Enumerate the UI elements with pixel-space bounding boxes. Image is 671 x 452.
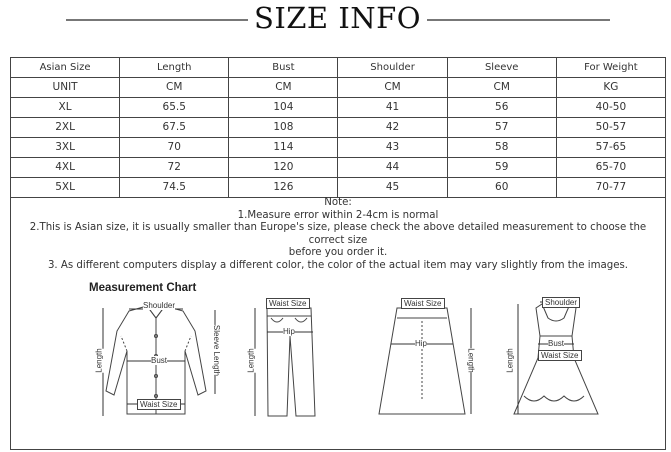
notes-panel — [10, 196, 666, 450]
table-cell: 120 — [229, 158, 338, 178]
table-cell: 104 — [229, 98, 338, 118]
note-line-3: 3. As different computers display a different color, the color of the actual item may vary slightly from the images. — [47, 259, 629, 271]
table-row — [11, 158, 666, 178]
table-header-cell: Shoulder — [338, 58, 447, 78]
pants-hip-label: Hip — [283, 327, 296, 336]
table-cell: KG — [556, 78, 665, 98]
notes-heading: Note: — [324, 197, 352, 208]
page-title: SIZE INFO — [253, 1, 422, 35]
title-banner — [0, 0, 671, 44]
table-cell: 65-70 — [556, 158, 665, 178]
shirt-waist-label: Waist Size — [137, 399, 181, 410]
table-cell: 43 — [338, 138, 447, 158]
table-header-cell: Length — [120, 58, 229, 78]
table-cell: 70 — [120, 138, 229, 158]
table-row — [11, 118, 666, 138]
table-cell: CM — [447, 78, 556, 98]
dress-figure — [504, 296, 604, 426]
skirt-waist-label: Waist Size — [401, 298, 445, 309]
table-cell: CM — [120, 78, 229, 98]
table-cell: 67.5 — [120, 118, 229, 138]
table-cell: 126 — [229, 178, 338, 198]
table-row — [11, 98, 666, 118]
title-rule-right — [427, 19, 610, 21]
table-cell: 59 — [447, 158, 556, 178]
table-cell: 108 — [229, 118, 338, 138]
skirt-hip-label: Hip — [415, 339, 428, 348]
table-cell: 42 — [338, 118, 447, 138]
pants-figure — [239, 296, 329, 426]
skirt-figure — [369, 296, 489, 426]
note-line-2-cont: before you order it. — [288, 247, 388, 258]
dress-waist-label: Waist Size — [538, 350, 582, 361]
table-cell: 4XL — [11, 158, 120, 178]
table-cell: 44 — [338, 158, 447, 178]
table-header-cell: Bust — [229, 58, 338, 78]
table-header-cell: For Weight — [556, 58, 665, 78]
table-cell: 114 — [229, 138, 338, 158]
table-cell: 41 — [338, 98, 447, 118]
dress-shoulder-label: Shoulder — [542, 297, 580, 308]
table-header-cell: Asian Size — [11, 58, 120, 78]
table-cell: 57-65 — [556, 138, 665, 158]
shirt-length-label: Length — [94, 348, 104, 373]
note-line-1: 1.Measure error within 2-4cm is normal — [237, 209, 439, 221]
table-cell: 58 — [447, 138, 556, 158]
note-line-2: 2.This is Asian size, it is usually smaller than Europe's size, please check the above detailed measurement to choose the correct size — [29, 222, 647, 246]
shirt-bust-label: Bust — [151, 356, 168, 365]
table-cell: 3XL — [11, 138, 120, 158]
shirt-sleeve-label: Sleeve Length — [212, 324, 222, 377]
table-cell: 65.5 — [120, 98, 229, 118]
title-rule-left — [66, 19, 248, 21]
table-cell: 5XL — [11, 178, 120, 198]
table-cell: 56 — [447, 98, 556, 118]
pants-length-label: Length — [246, 348, 256, 373]
table-cell: 70-77 — [556, 178, 665, 198]
table-header-row — [11, 58, 666, 78]
table-cell: XL — [11, 98, 120, 118]
dress-illustration — [504, 296, 604, 426]
table-cell: 40-50 — [556, 98, 665, 118]
table-cell: UNIT — [11, 78, 120, 98]
shirt-figure — [81, 296, 231, 426]
table-row — [11, 138, 666, 158]
measurement-chart-title: Measurement Chart — [89, 282, 197, 294]
skirt-length-label: Length — [466, 348, 476, 373]
table-cell: 2XL — [11, 118, 120, 138]
table-cell: 57 — [447, 118, 556, 138]
table-cell: 45 — [338, 178, 447, 198]
dress-bust-label: Bust — [548, 339, 565, 348]
table-cell: 74.5 — [120, 178, 229, 198]
table-row — [11, 178, 666, 198]
size-table — [10, 57, 666, 198]
table-row — [11, 78, 666, 98]
dress-length-label: Length — [505, 348, 515, 373]
table-cell: 50-57 — [556, 118, 665, 138]
shirt-shoulder-label: Shoulder — [143, 301, 176, 310]
pants-waist-label: Waist Size — [266, 298, 310, 309]
table-cell: CM — [338, 78, 447, 98]
table-header-cell: Sleeve — [447, 58, 556, 78]
table-cell: CM — [229, 78, 338, 98]
table-cell: 72 — [120, 158, 229, 178]
table-cell: 60 — [447, 178, 556, 198]
